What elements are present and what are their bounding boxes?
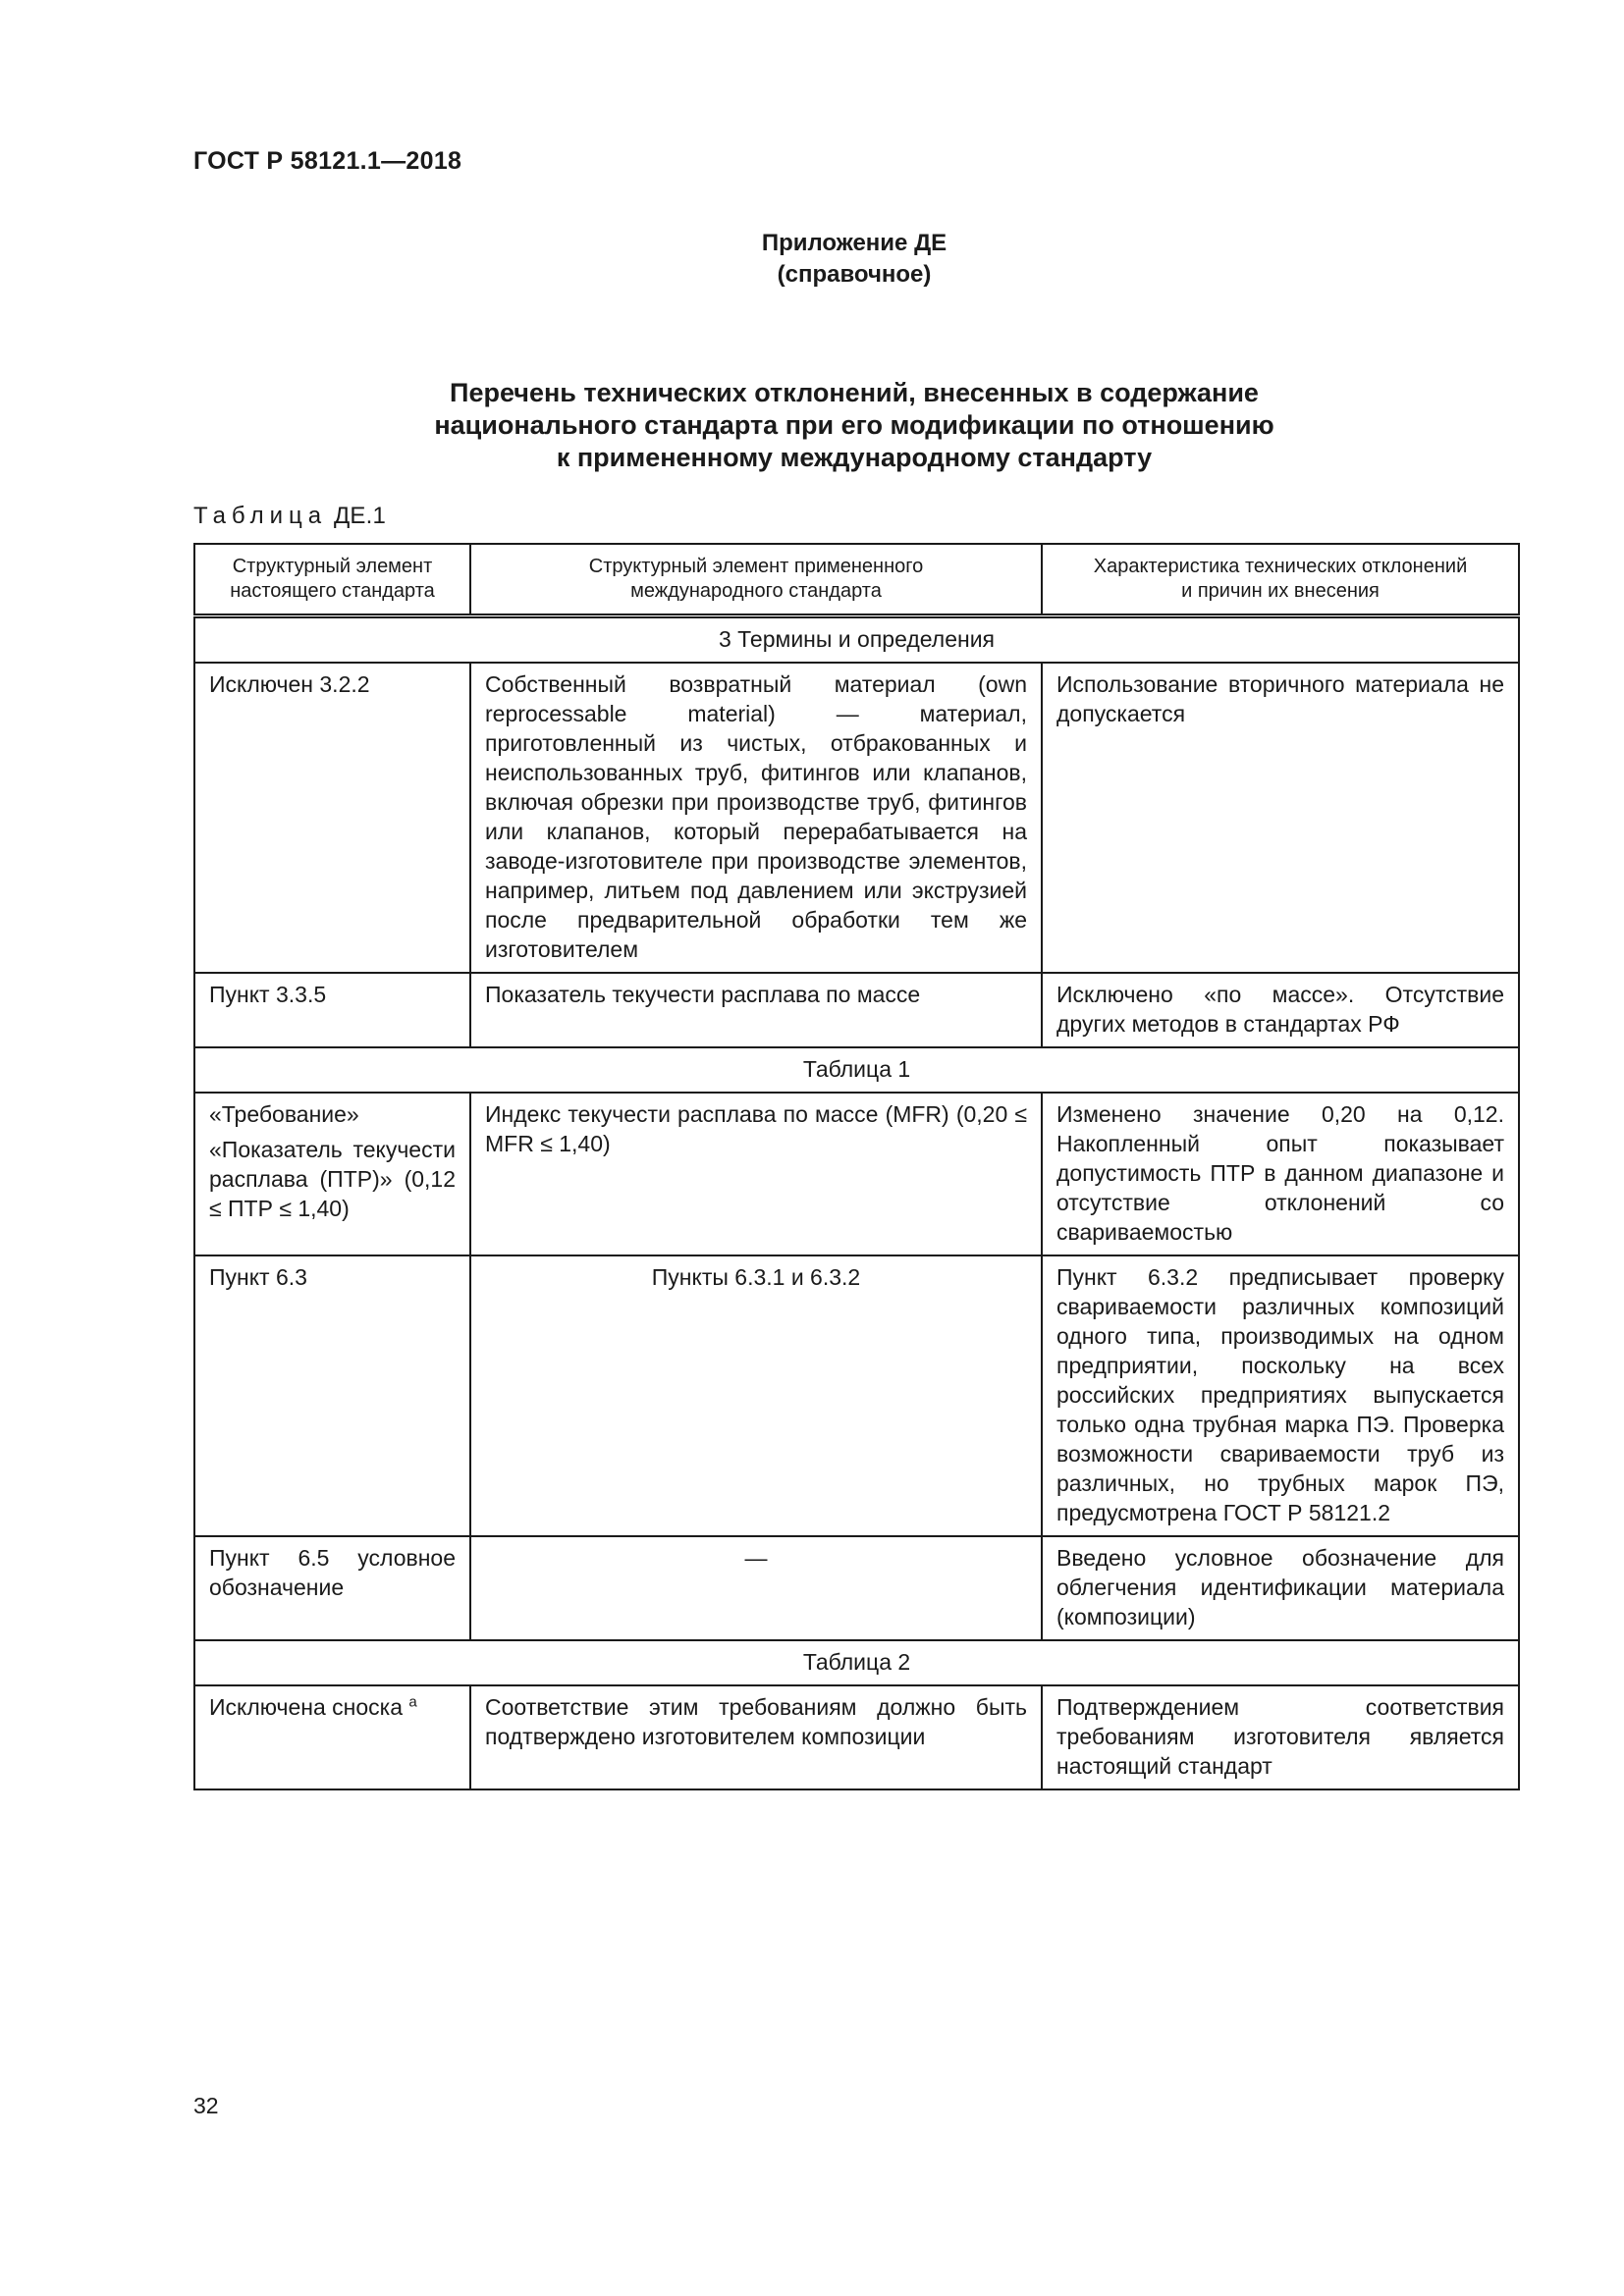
- cell-text: Пункт 6.3: [209, 1264, 307, 1290]
- annex-title: Приложение ДЕ: [761, 230, 947, 256]
- column-header-national: [194, 544, 470, 616]
- column-header-line: Структурный элемент примененного: [588, 556, 924, 577]
- column-header-line: международного стандарта: [630, 580, 882, 602]
- column-header-characteristic: [1042, 544, 1519, 616]
- heading-line-2: национального стандарта при его модификации по отношению: [434, 410, 1274, 440]
- annex-subtitle: (справочное): [777, 261, 932, 288]
- cell-text: «Показатель текучести расплава (ПТР)» (0,12 ≤ ПТР ≤ 1,40): [209, 1137, 456, 1221]
- section-title: 3 Термины и определения: [194, 616, 1519, 664]
- cell-national: [194, 1685, 470, 1789]
- cell-international: Собственный возвратный материал (own reprocessable material) — материал, приготовленный из чистых, отбракованных и неиспользованных труб, фитингов или клапанов, включая обрезки при производстве труб, фитингов или клапанов, который перерабатывается на заводе-изготовителе при производстве элементов, например, литьем под давлением или экструзией после предварительной обработки тем же изготовителем: [470, 663, 1042, 973]
- document-heading: [0, 377, 1624, 474]
- section-title: Таблица 2: [194, 1640, 1519, 1685]
- column-header-line: и причин их внесения: [1181, 580, 1380, 602]
- section-title: Таблица 1: [194, 1047, 1519, 1093]
- cell-characteristic: Подтверждением соответствия требованиям изготовителя является настоящий стандарт: [1042, 1685, 1519, 1789]
- cell-text: Исключена сноска: [209, 1694, 404, 1720]
- document-code: ГОСТ Р 58121.1—2018: [193, 147, 462, 175]
- table-row: [194, 973, 1519, 1047]
- section-row: [194, 1047, 1519, 1093]
- column-header-international: [470, 544, 1042, 616]
- cell-national: [194, 1536, 470, 1640]
- cell-national: [194, 973, 470, 1047]
- cell-characteristic: Изменено значение 0,20 на 0,12. Накопленный опыт показывает допустимость ПТР в данном диапазоне и отсутствие отклонений со свариваемостью: [1042, 1093, 1519, 1255]
- heading-line-3: к примененному международному стандарту: [556, 443, 1153, 472]
- cell-national: [194, 1255, 470, 1536]
- page-number: 32: [193, 2093, 219, 2118]
- table-row: [194, 663, 1519, 973]
- cell-characteristic: Использование вторичного материала не допускается: [1042, 663, 1519, 973]
- table-row: [194, 1685, 1519, 1789]
- section-row: [194, 616, 1519, 664]
- table-header-row: [194, 544, 1519, 616]
- deviations-table: [193, 543, 1520, 1790]
- cell-characteristic: Введено условное обозначение для облегчения идентификации материала (композиции): [1042, 1536, 1519, 1640]
- table-row: [194, 1255, 1519, 1536]
- column-header-line: Структурный элемент: [232, 556, 433, 577]
- table-caption: [193, 503, 386, 530]
- cell-characteristic: Исключено «по массе». Отсутствие других методов в стандартах РФ: [1042, 973, 1519, 1047]
- cell-international: Показатель текучести расплава по массе: [470, 973, 1042, 1047]
- cell-international: Пункты 6.3.1 и 6.3.2: [470, 1255, 1042, 1536]
- cell-text: Пункт 3.3.5: [209, 982, 327, 1007]
- cell-national: [194, 663, 470, 973]
- cell-text: «Требование»: [209, 1101, 359, 1127]
- table-row: [194, 1536, 1519, 1640]
- cell-text: Исключен 3.2.2: [209, 671, 370, 697]
- table-caption-word: Таблица: [193, 503, 328, 529]
- cell-characteristic: Пункт 6.3.2 предписывает проверку свариваемости различных композиций одного типа, производимых на одном предприятии, поскольку на всех российских предприятиях выпускается только одна трубная марка ПЭ. Проверка возможности свариваемости труб из различных, но трубных марок ПЭ, предусмотрена ГОСТ Р 58121.2: [1042, 1255, 1519, 1536]
- cell-text: Пункт 6.5 условное обозначение: [209, 1545, 456, 1600]
- cell-international: Индекс текучести расплава по массе (MFR) (0,20 ≤ MFR ≤ 1,40): [470, 1093, 1042, 1255]
- column-header-line: настоящего стандарта: [230, 580, 435, 602]
- table-row: [194, 1093, 1519, 1255]
- cell-international: Соответствие этим требованиям должно быть подтверждено изготовителем композиции: [470, 1685, 1042, 1789]
- section-row: [194, 1640, 1519, 1685]
- table-caption-number: ДЕ.1: [327, 503, 387, 529]
- heading-line-1: Перечень технических отклонений, внесенных в содержание: [450, 378, 1259, 407]
- column-header-line: Характеристика технических отклонений: [1093, 556, 1468, 577]
- footnote-marker: a: [408, 1693, 417, 1711]
- cell-national: [194, 1093, 470, 1255]
- cell-international: —: [470, 1536, 1042, 1640]
